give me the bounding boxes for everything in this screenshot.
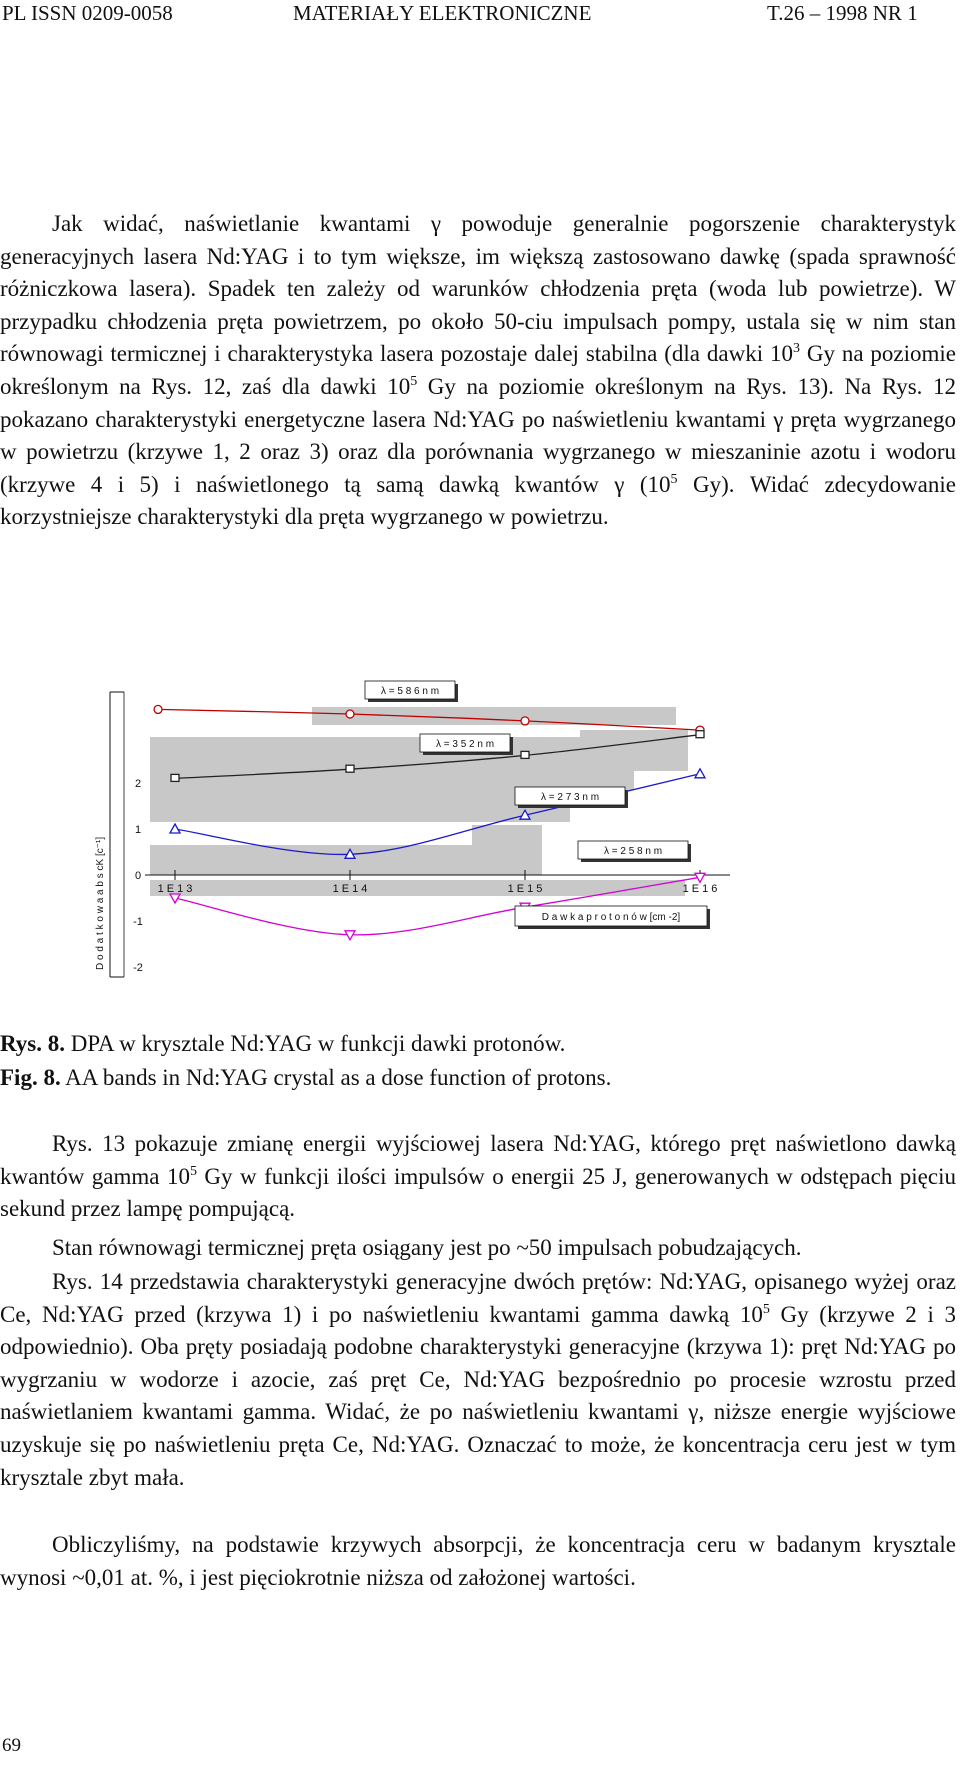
- caption-en-text: AA bands in Nd:YAG crystal as a dose function of protons.: [60, 1065, 612, 1090]
- paragraph-1-text-d: Gy). Widać zdecydowanie korzystniejsze charakterystyki dla pręta wygrzanego w powietrzu.: [0, 471, 956, 530]
- y-tick-label: 1: [134, 824, 142, 836]
- journal-header: [0, 0, 960, 30]
- caption-pl-label: Rys. 8.: [0, 1031, 66, 1056]
- series-point-square: [521, 751, 529, 758]
- superscript: 5: [762, 1301, 770, 1317]
- paragraph-2: [0, 1128, 956, 1226]
- series-point-circle: [154, 705, 162, 713]
- x-tick-label: 1 E 1 3: [157, 883, 193, 895]
- superscript: 5: [670, 471, 678, 487]
- header-volume: T.26 – 1998 NR 1: [767, 1, 918, 25]
- band-fill-258: [150, 825, 542, 875]
- page-number: 69: [2, 1735, 21, 1756]
- header-journal-name: MATERIAŁY ELEKTRONICZNE: [293, 1, 592, 25]
- superscript: 3: [792, 341, 800, 357]
- paragraph-4-text-a: Rys. 14 przedstawia charakterystyki generacyjne dwóch prętów: Nd:YAG, opisanego wyżej oraz Ce, Nd:YAG przed (krzywa 1) i po naświetleniu kwantami gamma dawką 10: [0, 1269, 956, 1327]
- series-label: λ = 2 5 8 n m: [603, 846, 663, 857]
- x-axis-label: D a w k a p r o t o n ó w [cm -2]: [541, 912, 681, 923]
- paragraph-1-text-b: Gy na poziomie określonym na Rys. 12, zaś dla dawki 10: [0, 341, 957, 399]
- series-point-square: [171, 774, 179, 781]
- paragraph-2-text-b: Gy w funkcji ilości impulsów o energii 25 J, generowanych w odstępach pięciu sekund przez lampę pompującą.: [0, 1163, 956, 1222]
- paragraph-3-text: Stan równowagi termicznej pręta osiągany jest po ~50 impulsach pobudzających.: [52, 1235, 802, 1260]
- paragraph-4: [0, 1266, 956, 1494]
- absorption-chart: [90, 670, 770, 1000]
- paragraph-3: [0, 1232, 956, 1265]
- x-tick-label: 1 E 1 5: [507, 883, 543, 895]
- paragraph-1: [0, 208, 956, 534]
- superscript: 5: [410, 373, 418, 389]
- y-axis-label: D o d a t k o w a a b s cK [c⁻¹]: [95, 836, 106, 970]
- paragraph-1-text-a: Jak widać, naświetlanie kwantami γ powoduje generalnie pogorszenie charakterystyk generacyjnych lasera Nd:YAG i to tym większe, im większą zastosowano dawkę (spada sprawność różniczkowa lasera). Spadek ten zależy od warunków chłodzenia pręta (woda lub powietrze). W przypadku chłodzenia pręta powietrzem, po około 50-ciu impulsach pompy, ustala się w nim stan równowagi termicznej i charakterystyka lasera pozostaje dalej stabilna (dla dawki 10: [0, 211, 956, 367]
- series-point-square: [696, 731, 704, 738]
- caption-pl-text: DPA w krysztale Nd:YAG w funkcji dawki protonów.: [65, 1031, 566, 1056]
- paragraph-2-text-a: Rys. 13 pokazuje zmianę energii wyjściowej lasera Nd:YAG, którego pręt naświetlono dawką kwantów gamma 10: [0, 1131, 956, 1189]
- band-fill-273: [150, 737, 634, 822]
- superscript: 5: [189, 1163, 197, 1179]
- band-fill-586: [312, 707, 676, 725]
- y-tick-label: 0: [134, 870, 142, 882]
- paragraph-5: [0, 1529, 956, 1594]
- series-label: λ = 2 7 3 n m: [540, 792, 600, 803]
- series-point-triangle: [695, 769, 705, 778]
- series-label: λ = 5 8 6 n m: [380, 686, 440, 697]
- series-point-circle: [346, 710, 354, 718]
- series-label: λ = 3 5 2 n m: [435, 739, 495, 750]
- y-tick-label: 2: [134, 778, 142, 790]
- series-point-square: [346, 765, 354, 772]
- y-tick-label: -2: [133, 962, 143, 974]
- paragraph-4-text-b: Gy (krzywe 2 i 3 odpowiednio). Oba pręty posiadają podobne charakterystyki generacyjne (krzywa 1): pręt Nd:YAG po wygrzaniu w wodorze i azocie, zaś pręt Ce, Nd:YAG bezpośrednio po procesie wzrostu przed naświetlaniem kwantami gamma. Widać, że po naświetleniu kwantami γ, niższe energie wyjściowe uzyskuje się po naświetleniu pręta Ce, Nd:YAG. Oznaczać to może, że koncentracja ceru jest w tym krysztale zbyt mała.: [0, 1301, 956, 1490]
- series-point-triangle: [170, 824, 180, 833]
- x-tick-label: 1 E 1 4: [332, 883, 368, 895]
- x-tick-label: 1 E 1 6: [682, 883, 718, 895]
- caption-en-label: Fig. 8.: [0, 1065, 61, 1090]
- paragraph-1-text-c: Gy na poziomie określonym na Rys. 13). Na Rys. 12 pokazano charakterystyki energetyczne lasera Nd:YAG po naświetleniu kwantami γ pręta wygrzanego w powietrzu (krzywe 1, 2 oraz 3) oraz dla porównania wygrzanego w mieszaninie azotu i wodoru (krzywe 4 i 5) i naświetlonego tą samą dawką kwantów γ (10: [0, 373, 956, 497]
- paragraph-5-text: Obliczyliśmy, na podstawie krzywych absorpcji, że koncentracja ceru w badanym krysztale wynosi ~0,01 at. %, i jest pięciokrotnie niższa od założonej wartości.: [0, 1532, 956, 1590]
- y-tick-label: -1: [133, 916, 143, 928]
- series-point-circle: [521, 717, 529, 725]
- header-issn: PL ISSN 0209-0058: [2, 1, 173, 25]
- figure-caption-en: [0, 1062, 956, 1094]
- figure-caption-pl: [0, 1028, 956, 1060]
